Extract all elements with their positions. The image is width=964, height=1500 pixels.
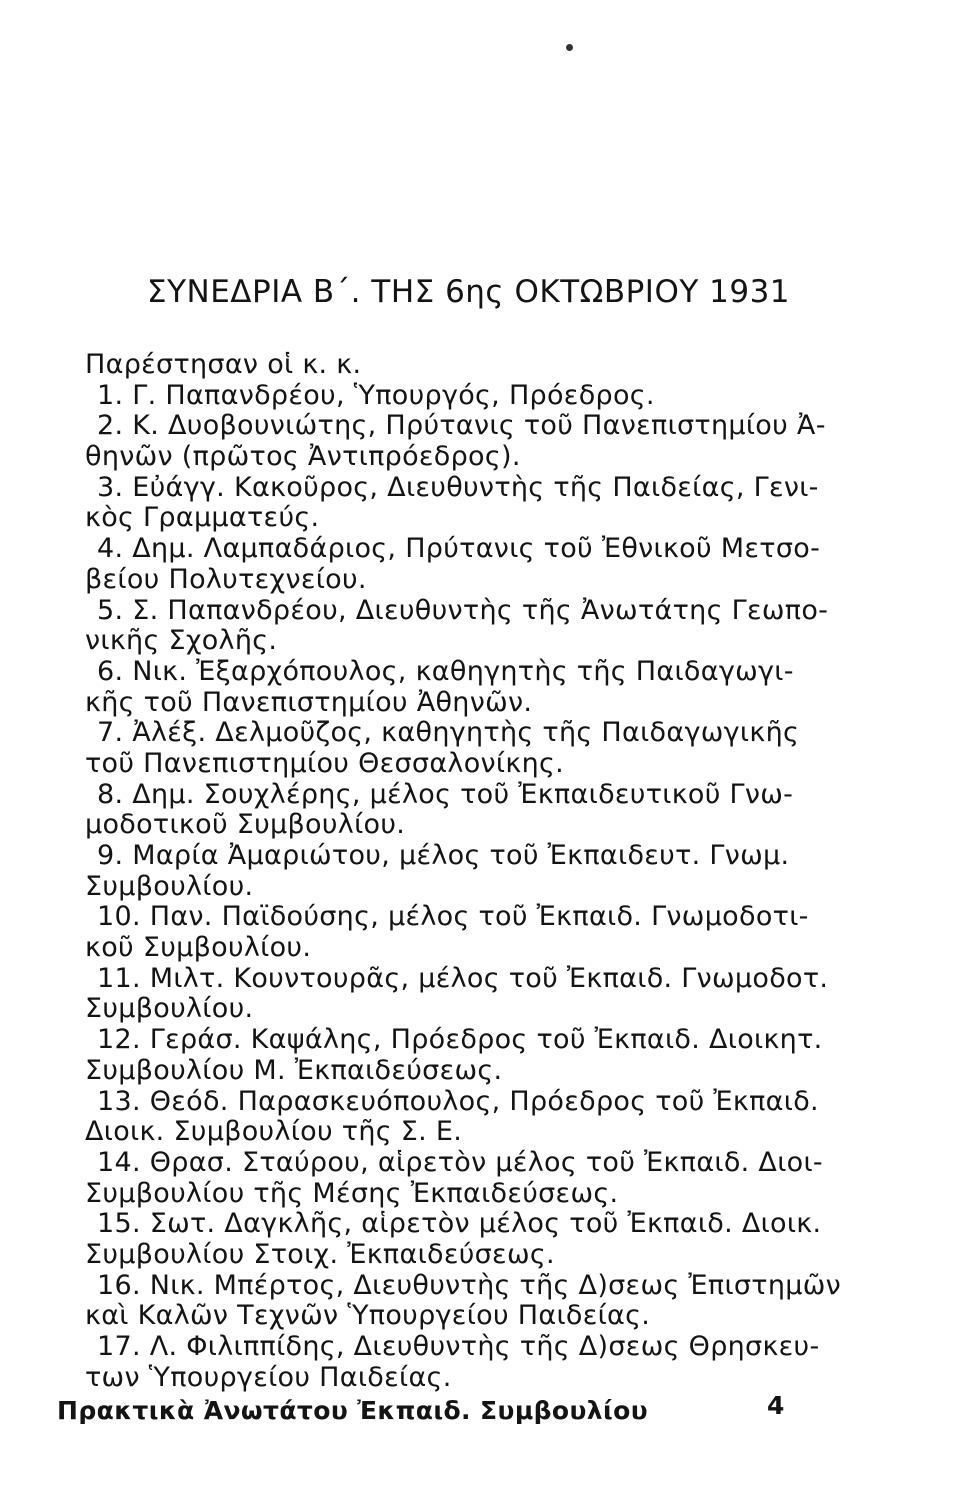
attendee-entry-line: 16. Νικ. Μπέρτος, Διευθυντὴς τῆς Δ)σεως Ἐπιστημῶν: [97, 1269, 842, 1301]
attendee-continuation-line: βείου Πολυτεχνείου.: [85, 563, 367, 595]
attendee-entry-line: 4. Δημ. Λαμπαδάριος, Πρύτανις τοῦ Ἐθνικοῦ Μετσο-: [97, 533, 821, 565]
page-number: 4: [767, 1391, 785, 1420]
attendee-continuation-line: Συμβουλίου Στοιχ. Ἐκπαιδεύσεως.: [85, 1238, 555, 1270]
attendee-entry-line: 6. Νικ. Ἐξαρχόπουλος, καθηγητὴς τῆς Παιδαγωγι-: [97, 655, 794, 687]
attendee-entry-line: 7. Ἀλέξ. Δελμοῦζος, καθηγητὴς τῆς Παιδαγωγικῆς: [97, 717, 800, 749]
attendee-entry-line: 15. Σωτ. Δαγκλῆς, αἱρετὸν μέλος τοῦ Ἐκπαιδ. Διοικ.: [97, 1208, 822, 1240]
attendee-entry-line: 10. Παν. Παϊδούσης, μέλος τοῦ Ἐκπαιδ. Γνωμοδοτι-: [97, 901, 809, 933]
attendee-continuation-line: καὶ Καλῶν Τεχνῶν Ὑπουργείου Παιδείας.: [85, 1300, 651, 1332]
attendee-entry-line: 2. Κ. Δυοβουνιώτης, Πρύτανις τοῦ Πανεπιστημίου Ἀ-: [97, 410, 826, 442]
attendance-list: [85, 350, 855, 1393]
attendee-entry-line: 11. Μιλτ. Κουντουρᾶς, μέλος τοῦ Ἐκπαιδ. Γνωμοδοτ.: [97, 962, 829, 994]
attendee-entry-line: 9. Μαρία Ἀμαριώτου, μέλος τοῦ Ἐκπαιδευτ. Γνωμ.: [97, 840, 790, 871]
attendee-continuation-line: τοῦ Πανεπιστημίου Θεσσαλονίκης.: [85, 747, 565, 779]
ink-dot: [566, 44, 573, 51]
attendee-lines: [85, 381, 855, 1394]
footer-title: Πρακτικὰ Ἀνωτάτου Ἐκπαιδ. Συμβουλίου: [57, 1396, 648, 1425]
attendee-continuation-line: μοδοτικοῦ Συμβουλίου.: [85, 809, 406, 841]
attendee-entry-line: 14. Θρασ. Σταύρου, αἱρετὸν μέλος τοῦ Ἐκπαιδ. Διοι-: [97, 1146, 823, 1178]
attendee-continuation-line: Διοικ. Συμβουλίου τῆς Σ. Ε.: [85, 1116, 463, 1148]
attendee-continuation-line: νικῆς Σχολῆς.: [85, 625, 278, 657]
attendee-entry-line: 17. Λ. Φιλιππίδης, Διευθυντὴς τῆς Δ)σεως Θρησκευ-: [97, 1331, 820, 1362]
attendee-continuation-line: κοῦ Συμβουλίου.: [85, 932, 312, 964]
attendee-entry-line: 8. Δημ. Σουχλέρης, μέλος τοῦ Ἐκπαιδευτικοῦ Γνω-: [97, 778, 794, 810]
attendee-continuation-line: Συμβουλίου τῆς Μέσης Ἐκπαιδεύσεως.: [85, 1177, 619, 1209]
attendee-continuation-line: θηνῶν (πρῶτος Ἀντιπρόεδρος).: [85, 441, 521, 473]
attendee-continuation-line: κῆς τοῦ Πανεπιστημίου Ἀθηνῶν.: [85, 686, 533, 718]
attendee-continuation-line: Συμβουλίου Μ. Ἐκπαιδεύσεως.: [85, 1054, 503, 1086]
attendee-entry-line: 3. Εὐάγγ. Κακοῦρος, Διευθυντὴς τῆς Παιδείας, Γενι-: [97, 471, 819, 503]
attendee-entry-line: 12. Γεράσ. Καψάλης, Πρόεδρος τοῦ Ἐκπαιδ. Διοικητ.: [97, 1024, 823, 1056]
attendee-entry-line: 5. Σ. Παπανδρέου, Διευθυντὴς τῆς Ἀνωτάτης Γεωπο-: [97, 594, 829, 626]
attendee-continuation-line: των Ὑπουργείου Παιδείας.: [85, 1361, 452, 1393]
attendee-entry-line: 1. Γ. Παπανδρέου, Ὑπουργός, Πρόεδρος.: [97, 379, 655, 411]
session-title: ΣΥΝΕΔΡΙΑ Β΄. ΤΗΣ 6ης ΟΚΤΩΒΡΙΟΥ 1931: [147, 274, 791, 310]
attendee-continuation-line: κὸς Γραμματεύς.: [85, 502, 320, 534]
attendee-continuation-line: Συμβουλίου.: [85, 993, 254, 1025]
attendee-entry-line: 13. Θεόδ. Παρασκευόπουλος, Πρόεδρος τοῦ Ἐκπαιδ.: [97, 1085, 819, 1117]
attendee-continuation-line: Συμβουλίου.: [85, 870, 254, 902]
intro-line: Παρέστησαν οἱ κ. κ.: [85, 349, 362, 380]
